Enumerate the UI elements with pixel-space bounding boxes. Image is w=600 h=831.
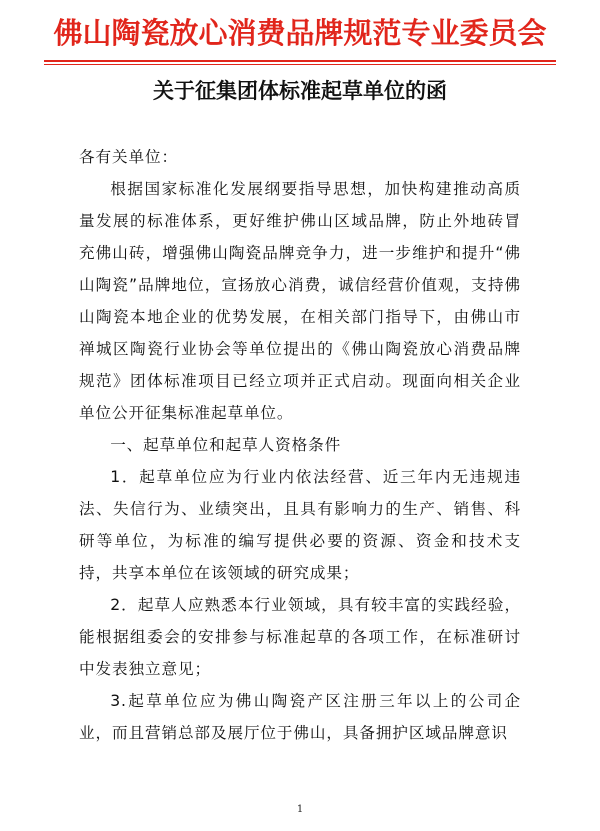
salutation: 各有关单位： xyxy=(79,148,178,166)
paragraph-item-3: 3.起草单位应为佛山陶瓷产区注册三年以上的公司企业，而且营销总部及展厅位于佛山，具备拥护区域品牌意识 xyxy=(79,692,521,742)
letterhead-rule-thin xyxy=(44,64,556,65)
document-title: 关于征集团体标准起草单位的函 xyxy=(153,78,447,103)
paragraph-item-2: 2．起草人应熟悉本行业领域，具有较丰富的实践经验，能根据组委会的安排参与标准起草的各项工作，在标准研讨中发表独立意见； xyxy=(79,596,521,678)
paragraph-item-1: 1．起草单位应为行业内依法经营、近三年内无违规违法、失信行为、业绩突出，且具有影响力的生产、销售、科研等单位，为标准的编写提供必要的资源、资金和技术支持，共享本单位在该领域的研究成果； xyxy=(79,468,521,582)
page-number: 1 xyxy=(296,804,304,815)
paragraph-intro: 根据国家标准化发展纲要指导思想，加快构建推动高质量发展的标准体系，更好维护佛山区域品牌，防止外地砖冒充佛山砖，增强佛山陶瓷品牌竞争力，进一步维护和提升“佛山陶瓷”品牌地位，宣扬放心消费，诚信经营价值观，支持佛山陶瓷本地企业的优势发展，在相关部门指导下，由佛山市禅城区陶瓷行业协会等单位提出的《佛山陶瓷放心消费品牌规范》团体标准项目已经立项并正式启动。现面向相关企业单位公开征集标准起草单位。 xyxy=(79,180,521,422)
section-heading-qualifications: 一、起草单位和起草人资格条件 xyxy=(110,436,342,454)
letterhead-org-name: 佛山陶瓷放心消费品牌规范专业委员会 xyxy=(53,16,547,50)
document-body xyxy=(79,141,521,749)
letterhead-rule-thick xyxy=(44,60,556,62)
